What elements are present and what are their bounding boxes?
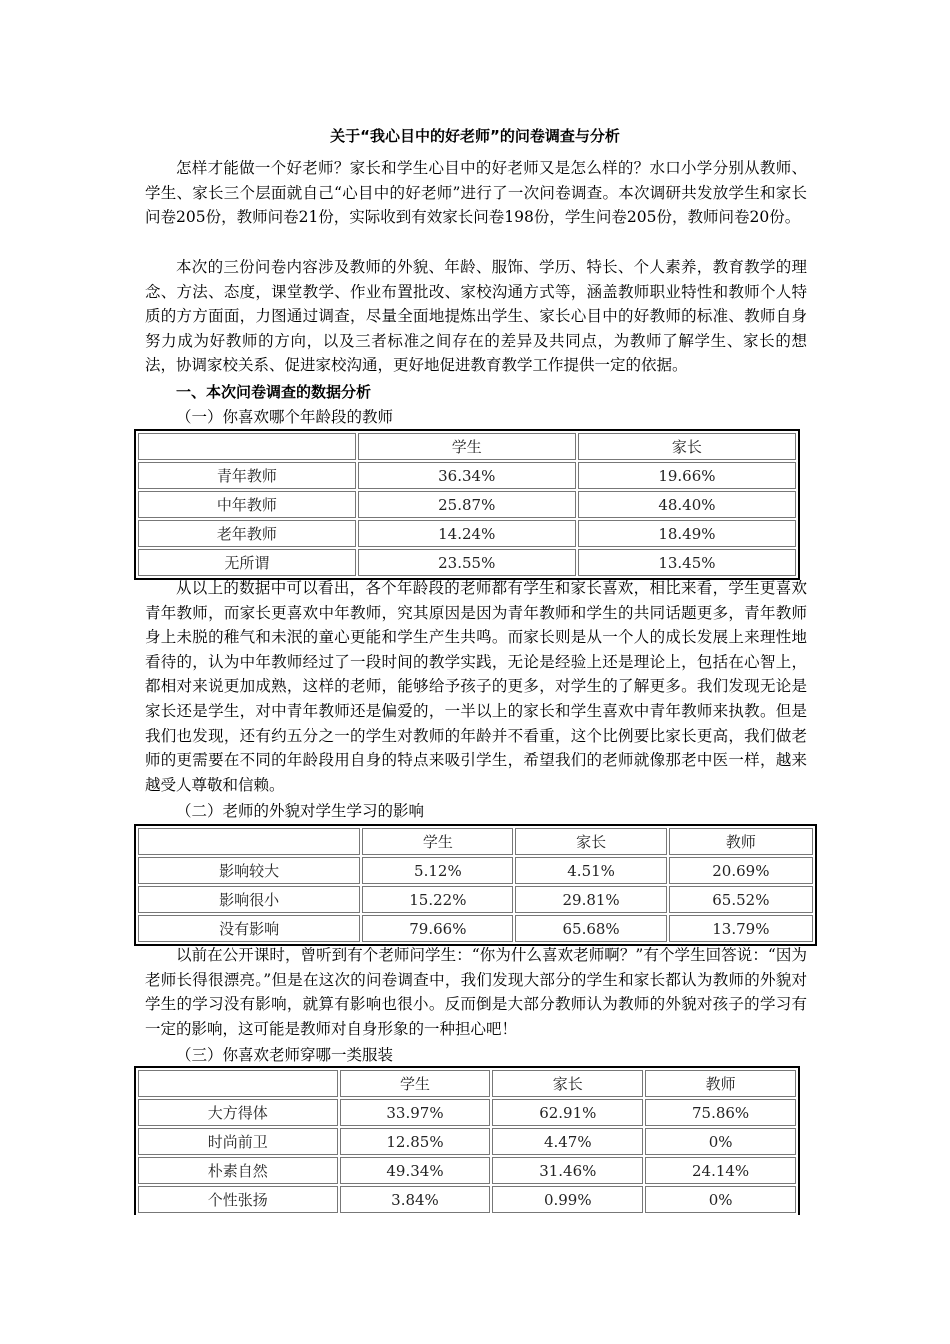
table-cell: 19.66% <box>578 462 796 489</box>
table-header-cell <box>138 1070 338 1097</box>
table-cell: 49.34% <box>340 1157 491 1184</box>
table-cell: 20.69% <box>669 857 813 884</box>
table-cell: 48.40% <box>578 491 796 518</box>
table-header-cell: 家长 <box>515 828 666 855</box>
table-cell: 12.85% <box>340 1128 491 1155</box>
table-cell: 13.45% <box>578 549 796 576</box>
table-row <box>138 1099 796 1126</box>
table-row <box>138 1157 796 1184</box>
table-cell: 79.66% <box>362 915 513 942</box>
table-header-cell: 学生 <box>358 433 576 460</box>
table-row <box>138 491 796 518</box>
table-row-label: 个性张扬 <box>138 1186 338 1213</box>
table-header-row <box>138 828 813 855</box>
table-cell: 62.91% <box>492 1099 643 1126</box>
table-row-label: 时尚前卫 <box>138 1128 338 1155</box>
table-cell: 31.46% <box>492 1157 643 1184</box>
table-row-label: 大方得体 <box>138 1099 338 1126</box>
table-cell: 23.55% <box>358 549 576 576</box>
intro-paragraph-1: 怎样才能做一个好老师？家长和学生心目中的好老师又是怎么样的？水口小学分别从教师、学生、家长三个层面就自己“心目中的好老师”进行了一次问卷调查。本次调研共发放学生和家长问卷205份，教师问卷21份，实际收到有效家长问卷198份，学生问卷205份，教师问卷20份。 <box>145 159 807 227</box>
table-header-row <box>138 433 796 460</box>
table-row-label: 没有影响 <box>138 915 360 942</box>
table-cell: 5.12% <box>362 857 513 884</box>
table-row-label: 老年教师 <box>138 520 356 547</box>
table-cell: 3.84% <box>340 1186 491 1213</box>
table-row-label: 朴素自然 <box>138 1157 338 1184</box>
table-row <box>138 886 813 913</box>
table-header-row <box>138 1070 796 1097</box>
table-row <box>138 520 796 547</box>
appearance-analysis-paragraph: 以前在公开课时，曾听到有个老师问学生：“你为什么喜欢老师啊？”有个学生回答说：“因为老师长得很漂亮。”但是在这次的问卷调查中，我们发现大部分的学生和家长都认为教师的外貌对学生的学习没有影响，就算有影响也很小。反而倒是大部分教师认为教师的外貌对孩子的学习有一定的影响，这可能是教师对自身形象的一种担心吧！ <box>145 946 807 1038</box>
document-title: 关于“我心目中的好老师”的问卷调查与分析 <box>330 127 620 145</box>
section-heading-data-analysis: 一、本次问卷调查的数据分析 <box>176 383 372 401</box>
table-header-cell: 家长 <box>578 433 796 460</box>
table-cell: 14.24% <box>358 520 576 547</box>
table-row-label: 影响较大 <box>138 857 360 884</box>
subheading-appearance-influence: （二）老师的外貌对学生学习的影响 <box>176 802 425 820</box>
table-cell: 33.97% <box>340 1099 491 1126</box>
intro-paragraph-2: 本次的三份问卷内容涉及教师的外貌、年龄、服饰、学历、特长、个人素养，教育教学的理念、方法、态度，课堂教学、作业布置批改、家校沟通方式等，涵盖教师职业特性和教师个人特质的方方面面，力图通过调查，尽量全面地提炼出学生、家长心目中的好教师的标准、教师自身努力成为好教师的方向，以及三者标准之间存在的差异及共同点，为教师了解学生、家长的想法，协调家校关系、促进家校沟通，更好地促进教育教学工作提供一定的依据。 <box>145 258 807 375</box>
table-row <box>138 1186 796 1213</box>
table-cell: 15.22% <box>362 886 513 913</box>
table-cell: 24.14% <box>645 1157 796 1184</box>
table-row-label: 影响很小 <box>138 886 360 913</box>
clothing-preference-table <box>134 1066 800 1215</box>
table-header-cell: 家长 <box>492 1070 643 1097</box>
table-cell: 4.47% <box>492 1128 643 1155</box>
table-row <box>138 462 796 489</box>
table-row-label: 无所谓 <box>138 549 356 576</box>
table-cell: 36.34% <box>358 462 576 489</box>
table-row <box>138 915 813 942</box>
age-analysis-paragraph: 从以上的数据中可以看出，各个年龄段的老师都有学生和家长喜欢，相比来看，学生更喜欢青年教师，而家长更喜欢中年教师，究其原因是因为青年教师和学生的共同话题更多，青年教师身上未脱的稚气和未泯的童心更能和学生产生共鸣。而家长则是从一个人的成长发展上来理性地看待的，认为中年教师经过了一段时间的教学实践，无论是经验上还是理论上，包括在心智上，都相对来说更加成熟，这样的老师，能够给予孩子的更多，对学生的了解更多。我们发现无论是家长还是学生，对中青年教师还是偏爱的，一半以上的家长和学生喜欢中青年教师来执教。但是我们也发现，还有约五分之一的学生对教师的年龄并不看重，这个比例要比家长更高，我们做老师的更需要在不同的年龄段用自身的特点来吸引学生，希望我们的老师就像那老中医一样，越来越受人尊敬和信赖。 <box>145 579 807 794</box>
table-cell: 65.68% <box>515 915 666 942</box>
table-header-cell <box>138 433 356 460</box>
table-cell: 0% <box>645 1186 796 1213</box>
table-header-cell <box>138 828 360 855</box>
table-cell: 0% <box>645 1128 796 1155</box>
table-header-cell: 教师 <box>645 1070 796 1097</box>
table-cell: 75.86% <box>645 1099 796 1126</box>
table-cell: 29.81% <box>515 886 666 913</box>
table-header-cell: 学生 <box>362 828 513 855</box>
subheading-clothing-preference: （三）你喜欢老师穿哪一类服装 <box>176 1046 394 1064</box>
table-row <box>138 857 813 884</box>
table-row-label: 中年教师 <box>138 491 356 518</box>
table-cell: 0.99% <box>492 1186 643 1213</box>
table-cell: 18.49% <box>578 520 796 547</box>
table-row <box>138 549 796 576</box>
age-preference-table <box>134 429 800 580</box>
table-header-cell: 学生 <box>340 1070 491 1097</box>
appearance-influence-table <box>134 824 817 946</box>
table-cell: 4.51% <box>515 857 666 884</box>
table-cell: 65.52% <box>669 886 813 913</box>
table-row-label: 青年教师 <box>138 462 356 489</box>
table-row <box>138 1128 796 1155</box>
table-header-cell: 教师 <box>669 828 813 855</box>
table-cell: 13.79% <box>669 915 813 942</box>
subheading-age-preference: （一）你喜欢哪个年龄段的教师 <box>176 408 394 426</box>
table-cell: 25.87% <box>358 491 576 518</box>
